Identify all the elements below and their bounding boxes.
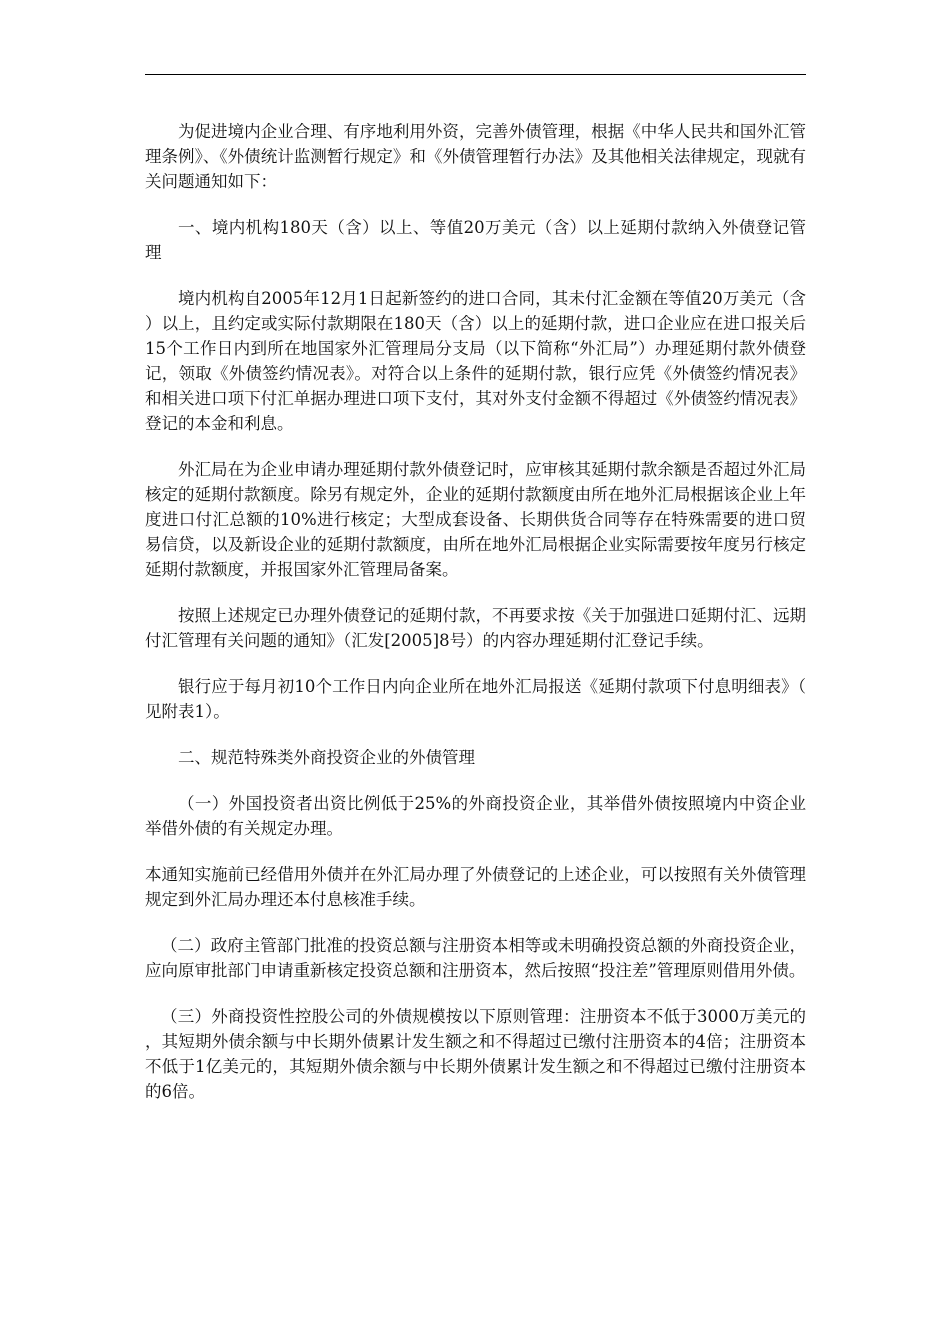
deferred-payment-registration-paragraph: 境内机构自2005年12月1日起新签约的进口合同，其未付汇金额在等值20万美元（含）以上，且约定或实际付款期限在180天（含）以上的延期付款，进口企业应在进口报关后15个工作日内到所在地国家外汇管理局分支局（以下简称“外汇局”）办理延期付款外债登记，领取《外债签约情况表》。对符合以上条件的延期付款，银行应凭《外债签约情况表》和相关进口项下付汇单据办理进口项下支付，其对外支付金额不得超过《外债签约情况表》登记的本金和利息。 xyxy=(145,289,806,433)
section-one-heading: 一、境内机构180天（含）以上、等值20万美元（含）以上延期付款纳入外债登记管理 xyxy=(145,218,806,262)
item-one-paragraph: （一）外国投资者出资比例低于25%的外商投资企业，其举借外债按照境内中资企业举借外债的有关规定办理。 xyxy=(145,794,806,838)
bank-report-paragraph: 银行应于每月初10个工作日内向企业所在地外汇局报送《延期付款项下付息明细表》（见附表1）。 xyxy=(145,677,806,721)
item-two-paragraph: （二）政府主管部门批准的投资总额与注册资本相等或未明确投资总额的外商投资企业，应向原审批部门申请重新核定投资总额和注册资本，然后按照“投注差”管理原则借用外债。 xyxy=(145,936,806,980)
section-two-heading: 二、规范特殊类外商投资企业的外债管理 xyxy=(178,748,475,767)
header-rule xyxy=(145,74,806,75)
deferred-payment-quota-paragraph: 外汇局在为企业申请办理延期付款外债登记时，应审核其延期付款余额是否超过外汇局核定的延期付款额度。除另有规定外，企业的延期付款额度由所在地外汇局根据该企业上年度进口付汇总额的10%进行核定；大型成套设备、长期供货合同等存在特殊需要的进口贸易信贷，以及新设企业的延期付款额度，由所在地外汇局根据企业实际需要按年度另行核定延期付款额度，并报国家外汇管理局备案。 xyxy=(145,460,806,579)
registration-exemption-paragraph: 按照上述规定已办理外债登记的延期付款，不再要求按《关于加强进口延期付汇、远期付汇管理有关问题的通知》（汇发[2005]8号）的内容办理延期付汇登记手续。 xyxy=(145,606,806,650)
document-body xyxy=(145,119,806,1104)
intro-paragraph: 为促进境内企业合理、有序地利用外资，完善外债管理，根据《中华人民共和国外汇管理条例》、《外债统计监测暂行规定》和《外债管理暂行办法》及其他相关法律规定，现就有关问题通知如下： xyxy=(145,122,806,191)
item-three-paragraph: （三）外商投资性控股公司的外债规模按以下原则管理：注册资本不低于3000万美元的，其短期外债余额与中长期外债累计发生额之和不得超过已缴付注册资本的4倍；注册资本不低于1亿美元的，其短期外债余额与中长期外债累计发生额之和不得超过已缴付注册资本的6倍。 xyxy=(145,1007,806,1101)
item-one-note-paragraph: 本通知实施前已经借用外债并在外汇局办理了外债登记的上述企业，可以按照有关外债管理规定到外汇局办理还本付息核准手续。 xyxy=(145,865,806,909)
